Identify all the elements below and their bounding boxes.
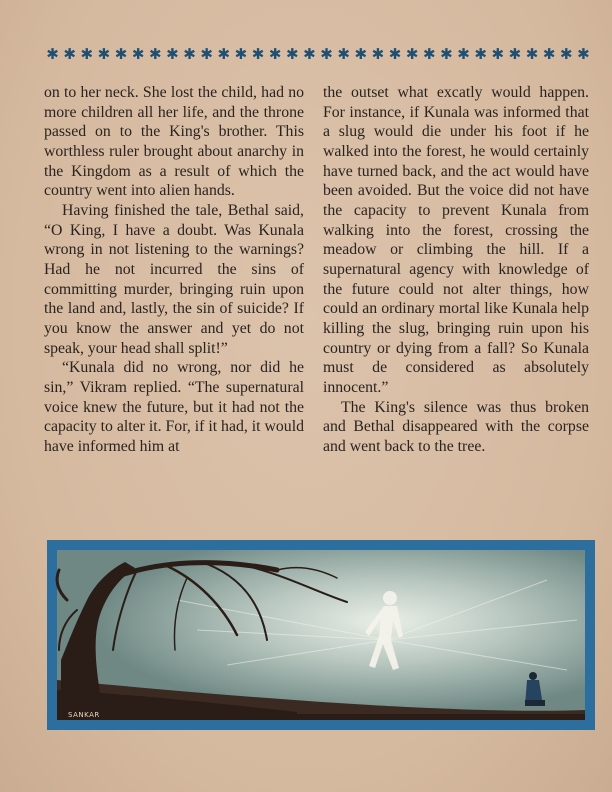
ornament-glyph: ✱ xyxy=(200,45,213,63)
ornament-glyph: ✱ xyxy=(422,45,436,63)
ornament-glyph: ✱ xyxy=(354,45,368,63)
left-text-column xyxy=(44,83,304,456)
paragraph: on to her neck. She lost the child, had no more children all her life, and the throne passed on to the King's brother. This worthless ruler brought about anarchy in the Kingdom as a result of which the country went into alien hands. xyxy=(44,84,304,200)
ornament-glyph: ✱ xyxy=(559,45,573,63)
ornament-glyph: ✱ xyxy=(285,45,299,63)
ornament-glyph: ✱ xyxy=(46,45,59,63)
ornament-glyph: ✱ xyxy=(183,45,196,63)
ornament-glyph: ✱ xyxy=(251,45,265,63)
right-text-column xyxy=(323,83,589,456)
ornament-glyph: ✱ xyxy=(491,45,505,63)
ornament-glyph: ✱ xyxy=(508,45,522,63)
ornament-glyph: ✱ xyxy=(405,45,419,63)
ornament-glyph: ✱ xyxy=(440,45,453,63)
ornament-glyph: ✱ xyxy=(320,45,333,63)
ornament-glyph: ✱ xyxy=(131,45,145,63)
ornament-glyph: ✱ xyxy=(303,45,316,63)
ornament-glyph: ✱ xyxy=(166,45,179,63)
ornament-glyph: ✱ xyxy=(234,45,248,63)
paragraph: Having finished the tale, Bethal said, “O King, I have a doubt. Was Kunala wrong in not listening to the warnings? Had he not incurred the sins of committing murder, bringing ruin upon the land and, lastly, the sin of suicide? If you know the answer and yet do not speak, your head shall split!” xyxy=(44,201,304,357)
ornament-glyph: ✱ xyxy=(577,45,590,63)
ornament-glyph: ✱ xyxy=(457,45,470,63)
ornament-glyph: ✱ xyxy=(268,45,282,63)
ornament-glyph: ✱ xyxy=(337,45,350,63)
ornament-glyph: ✱ xyxy=(114,45,128,63)
artist-signature: SANKAR xyxy=(68,711,100,719)
ornament-glyph: ✱ xyxy=(80,45,94,63)
ornament-glyph: ✱ xyxy=(542,45,556,63)
ornament-glyph: ✱ xyxy=(388,45,402,63)
ornament-glyph: ✱ xyxy=(97,45,111,63)
ornament-glyph: ✱ xyxy=(474,45,487,63)
paragraph: The King's silence was thus broken and Bethal disappeared with the corpse and went back to the tree. xyxy=(323,398,589,455)
ornamental-border xyxy=(44,44,592,64)
paragraph: the outset what excatly would happen. For instance, if Kunala was informed that a slug would die under his foot if he walked into the forest, he would certainly have turned back, and the act would have been avoided. But the voice did not have the capacity to prevent Kunala from walking into the forest, crossing the meadow or climbing the hill. If a supernatural agency with knowledge of the future could not alter things, how could an ordinary mortal like Kunala help killing the slug, bringing ruin upon his country or dying from a fall? So Kunala must de considered as absolutely innocent.” xyxy=(323,84,589,396)
ornament-glyph: ✱ xyxy=(217,45,231,63)
story-illustration xyxy=(47,540,595,730)
ornament-glyph: ✱ xyxy=(371,45,385,63)
ornament-glyph: ✱ xyxy=(63,45,76,63)
ornament-glyph: ✱ xyxy=(525,45,539,63)
ornament-glyph: ✱ xyxy=(148,45,162,63)
paragraph: “Kunala did no wrong, nor did he sin,” Vikram replied. “The supernatural voice knew the future, but it had not the capacity to alter it. For, if it had, it would have informed him at xyxy=(44,359,304,455)
